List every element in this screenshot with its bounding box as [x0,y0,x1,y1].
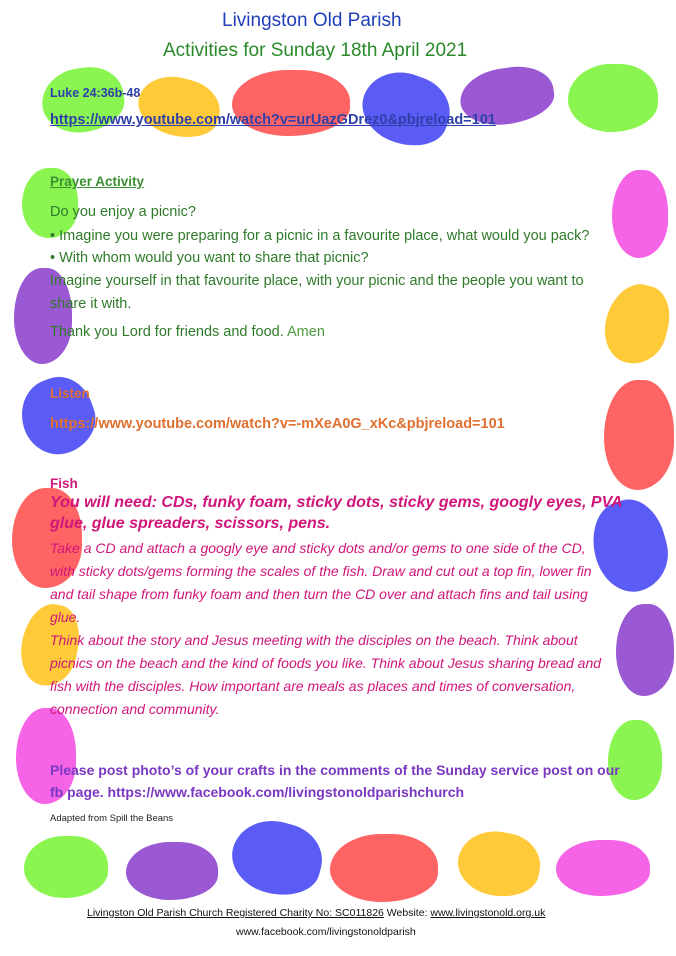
bean-green-bottom [24,836,108,898]
page-subtitle: Activities for Sunday 18th April 2021 [163,40,468,61]
bean-yellow-bottom [453,825,545,902]
bean-magenta-right [612,170,668,258]
prayer-amen: Amen [287,324,325,340]
prayer-line: share it with. [50,296,132,312]
fish-materials: You will need: CDs, funky foam, sticky dots, sticky gems, googly eyes, PVA [50,494,623,511]
reading-reference: Luke 24:36b-48 [50,86,141,100]
reading-video-link[interactable]: https://www.youtube.com/watch?v=urUazGDrez0&pbjreload=101 [50,112,496,128]
listen-video-link[interactable]: https://www.youtube.com/watch?v=-mXeA0G_xKc&pbjreload=101 [50,416,505,432]
listen-heading: Listen [50,386,90,401]
prayer-heading: Prayer Activity [50,174,145,189]
bean-yellow-top [132,68,226,145]
prayer-line: Do you enjoy a picnic? [50,204,196,220]
bean-purple-bottom [126,842,218,900]
post-request: Please post photo’s of your crafts in the comments of the Sunday service post on our [50,762,620,778]
fish-heading: Fish [50,476,78,491]
fish-reflection: connection and community. [50,701,220,717]
prayer-closing-line [50,324,325,340]
fish-materials: glue, glue spreaders, scissors, pens. [50,515,331,532]
prayer-line: Imagine yourself in that favourite place, with your picnic and the people you want to [50,273,584,289]
bean-purple-right [616,604,674,696]
bean-blue-bottom [224,812,330,905]
fish-instruction: with sticky dots/gems forming the scales of the fish. Draw and cut out a top fin, lower fin [50,563,592,579]
footer-website-link[interactable]: www.livingstonold.org.uk [430,907,546,919]
fish-reflection: fish with the disciples. How important are meals as places and times of conversation, [50,678,576,694]
bean-red-bottom [330,834,438,902]
prayer-closing: Thank you Lord for friends and food. [50,324,284,340]
credit-note: Adapted from Spill the Beans [50,813,174,824]
footer-facebook-link[interactable]: www.facebook.com/livingstonoldparish [236,926,416,938]
bean-green-right [608,720,662,800]
bean-magenta-bottom [556,840,650,896]
footer-line [87,907,545,919]
footer-church: Livingston Old Parish Church Registered Charity No: SC011826 [87,907,384,919]
bean-red-right [604,380,674,490]
post-facebook-link[interactable]: fb page. https://www.facebook.com/livingstonoldparishchurch [50,784,465,800]
prayer-line: • With whom would you want to share that picnic? [50,250,369,266]
fish-reflection: picnics on the beach and the kind of foods you like. Think about Jesus sharing bread and [50,655,602,671]
bean-yellow-right [597,277,676,370]
footer-website-label: Website: [386,907,428,919]
fish-instruction: and tail shape from funky foam and then turn the CD over and attach fins and tail using [50,586,588,602]
bean-blue-top [353,61,460,157]
fish-instruction: Take a CD and attach a googly eye and sticky dots and/or gems to one side of the CD, [50,540,586,556]
fish-instruction: glue. [50,609,81,625]
fish-reflection: Think about the story and Jesus meeting with the disciples on the beach. Think about [50,632,578,648]
page-title: Livingston Old Parish [222,10,402,31]
bean-green-top-right [568,64,658,132]
prayer-line: • Imagine you were preparing for a picnic in a favourite place, what would you pack? [50,228,590,244]
